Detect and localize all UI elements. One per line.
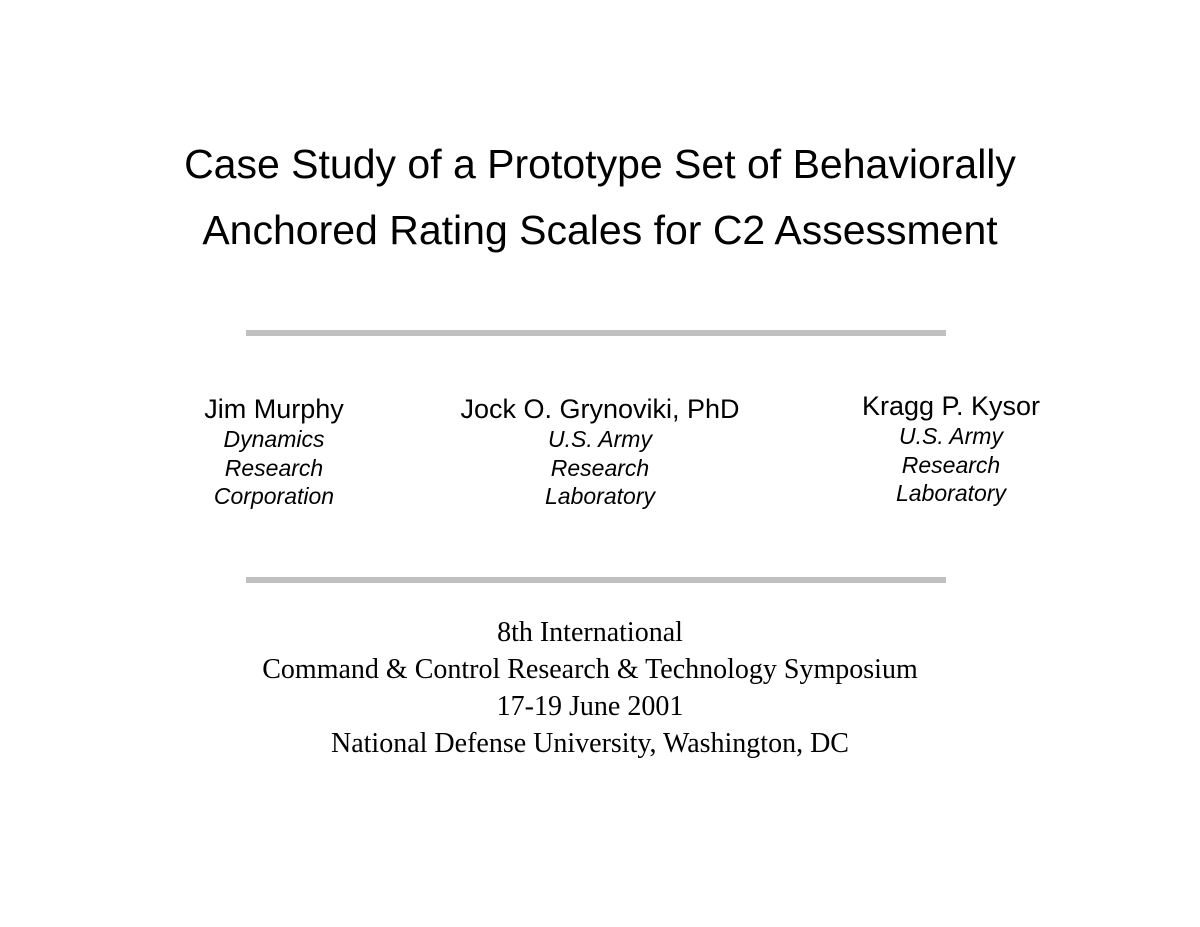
author-affiliation-line: U.S. Army xyxy=(548,426,652,452)
top-divider xyxy=(246,330,946,336)
author-affiliation-line: Corporation xyxy=(213,483,335,509)
author-affiliation-line: Laboratory xyxy=(545,483,655,509)
author-block-grynoviki xyxy=(420,393,780,511)
author-name: Jock O. Grynoviki, PhD xyxy=(460,394,740,424)
conference-info xyxy=(0,614,1180,762)
author-affiliation-line: Research xyxy=(550,454,650,481)
conference-name: Command & Control Research & Technology Symposium xyxy=(262,654,918,685)
page-title xyxy=(0,131,1200,263)
author-affiliation-line: Laboratory xyxy=(896,480,1006,506)
conference-edition: 8th International xyxy=(497,617,683,648)
title-line-2: Anchored Rating Scales for C2 Assessment xyxy=(202,207,998,253)
author-affiliation-line: U.S. Army xyxy=(899,423,1003,449)
title-line-1: Case Study of a Prototype Set of Behaviorally xyxy=(184,141,1016,187)
author-affiliation-line: Research xyxy=(224,454,324,481)
conference-venue: National Defense University, Washington, DC xyxy=(331,728,849,759)
author-name: Jim Murphy xyxy=(204,394,344,424)
bottom-divider xyxy=(246,577,946,583)
author-affiliation-line: Dynamics xyxy=(223,426,325,452)
author-name: Kragg P. Kysor xyxy=(861,391,1041,421)
author-block-murphy xyxy=(174,393,374,511)
author-affiliation-line: Research xyxy=(901,451,1001,478)
author-block-kysor xyxy=(820,390,1082,508)
conference-dates: 17-19 June 2001 xyxy=(496,691,684,722)
